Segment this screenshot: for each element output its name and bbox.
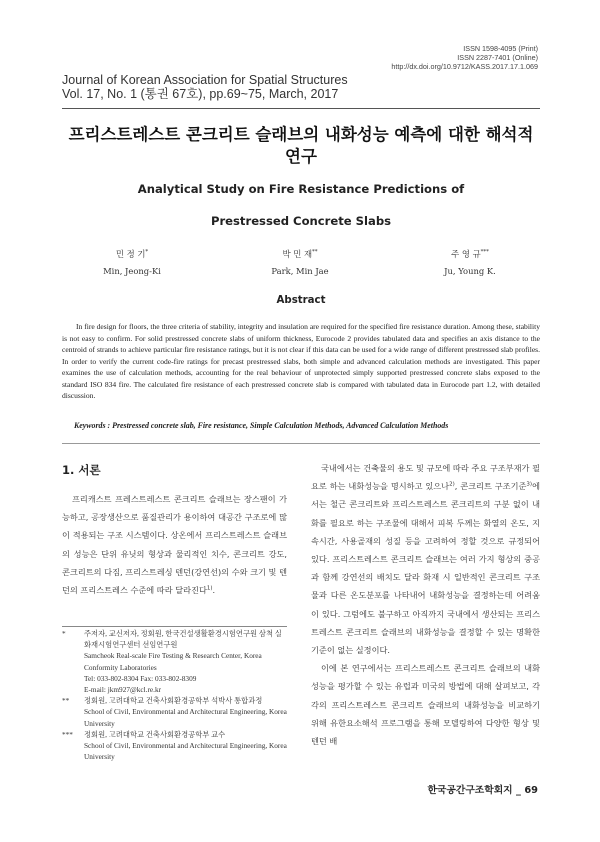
reference-2: 2): [449, 481, 455, 488]
section-1-heading: 1. 서론: [62, 463, 101, 477]
footnote-line: Samcheok Real-scale Fire Testing & Research Center, Korea Conformity Laboratories: [84, 651, 262, 672]
intro-paragraph-3: 이에 본 연구에서는 프리스트레스트 콘크리트 슬래브의 내화성능을 평가할 수 있는 유럽과 미국의 방법에 대해 살펴보고, 각각의 프리스트레스트 콘크리트 슬래브의 내화성능을 비교하기 위해 유한요소해석 프로그램을 통해 모델링하여 다양한 형상 및 텐던 배: [311, 663, 540, 747]
keywords: Keywords : Prestressed concrete slab, Fire resistance, Simple Calculation Methods, Advanced Calculation Methods: [74, 421, 449, 430]
right-column: [311, 459, 540, 750]
intro-paragraph-1: 프리캐스트 프레스트레스트 콘크리트 슬래브는 장스팬이 가능하고, 공장생산으로 품질관리가 용이하여 대공간 구조로에 많이 적용되는 구조 시스템이다. 상온에서 프리스트레스트 슬래브의 성능은 단위 유닛의 형상과 물리적인 치수, 콘크리트 강도, 콘크리트의 다짐, 프리스트레싱 텐던(강연선)의 수와 크기 및 텐던의 프리스트레스 수준에 따라 달라진다: [62, 494, 287, 596]
author-3-korean: 주 영 규: [451, 249, 481, 259]
footnote-3: [62, 729, 287, 763]
footnotes: [62, 628, 287, 762]
doi-link[interactable]: http://dx.doi.org/10.9712/KASS.2017.17.1.069: [391, 62, 538, 71]
korean-title: 프리스트레스트 콘크리트 슬래브의 내화성능 예측에 대한 해석적 연구: [68, 125, 534, 166]
author-1-english: Min, Jeong-Ki: [103, 266, 161, 276]
footnote-line: School of Civil, Environmental and Architectural Engineering, Korea University: [84, 707, 287, 728]
issn-print: ISSN 1598-4095 (Print): [463, 44, 538, 53]
footnote-mark: ***: [62, 729, 73, 739]
abstract-body: In fire design for floors, the three criteria of stability, integrity and insulation are required for the specified fire resistance duration. Among these, stability is not easy to confirm. For solid prestressed concrete slabs of uniform thickness, Eurocode 2 provides tabulated data and specifies an axis distance to the centroid of strands to achieve particular fire resistance ratings, but it is not clear if this data can be used for a wide range of different prestressed slab profiles. In order to verify the current code-fire ratings for precast prestressed slabs, both simple and advanced calculation methods are investigated. This paper examines the use of calculation methods, accounting for the real behaviour of unprotected simply supported prestressed concrete slabs exposed to the standard ISO 834 fire. The calculated fire resistance of each prestressed concrete slab is compared with tabulated data in Eurocode part 1.2, with detailed discussion.: [62, 322, 540, 401]
author-3: [390, 246, 550, 280]
author-3-mark: ***: [480, 249, 489, 256]
journal-issue: Vol. 17, No. 1 (통권 67호), pp.69~75, March, 2017: [62, 87, 339, 101]
footnote-email: E-mail: jkm927@kcl.re.kr: [84, 685, 162, 695]
author-2: [220, 246, 380, 280]
abstract-divider: [62, 443, 540, 444]
footnote-1: [62, 628, 287, 695]
intro-paragraph-2: 국내에서는 건축물의 용도 및 규모에 따라 주요 구조부재가 필요로 하는 내화성능을 명시하고 있으나$^{2)}$, 콘크리트 구조기준$^{3)}$에서는 철근 콘크리트와 프리스트레스트 콘크리트의 구분 없이 내화를 필요로 하는 구조물에 대해서 피복 두께는 화열의 온도, 지속시간, 사용골재의 성질 등을 고려하여 정할 것으로 규정되어 있다. 프리스트레스트 콘크리트 슬래브는 여러 가지 형상의 중공과 함께 강연선의 배치도 달라 화재 시 일반적인 콘크리트 구조물과 다른 온도분포를 나타내어 내화성능을 결정하는데 어려움이 있다. 그럼에도 불구하고 아직까지 국내에서 생산되는 프리스트레스트 콘크리트 슬래브의 내화성능을 결정할 수 있는 명확한 기준이 없는 실정이다.: [311, 463, 540, 656]
abstract-heading: Abstract: [276, 295, 326, 306]
author-1: [52, 246, 212, 280]
header-divider: [62, 108, 540, 109]
author-2-korean: 박 민 재: [282, 249, 313, 259]
author-2-english: Park, Min Jae: [271, 266, 329, 276]
author-3-english: Ju, Young K.: [444, 266, 496, 276]
footnote-line: Tel: 033-802-8304 Fax: 033-802-8309: [84, 673, 197, 683]
footnote-divider: [62, 626, 287, 627]
page-footer: 한국공간구조학회지 _ 69: [427, 785, 538, 796]
english-title-line2: Prestressed Concrete Slabs: [210, 214, 392, 228]
footnote-line: 정회원, 고려대학교 건축사회환경공학부 교수: [84, 729, 226, 739]
footnote-mark: **: [62, 696, 70, 706]
author-1-korean: 민 정 기: [115, 249, 146, 259]
footnote-line: School of Civil, Environmental and Architectural Engineering, Korea University: [84, 741, 287, 762]
journal-header: [62, 73, 348, 101]
english-title-line1: Analytical Study on Fire Resistance Predictions of: [137, 182, 465, 196]
author-1-mark: *: [145, 249, 149, 256]
footnote-2: [62, 695, 287, 729]
reference-3: 3): [526, 481, 533, 488]
issn-online: ISSN 2287-7401 (Online): [457, 53, 538, 62]
author-2-mark: **: [312, 249, 318, 256]
footnote-mark: *: [62, 629, 66, 638]
left-column-paragraph: 프리캐스트 프레스트레스트 콘크리트 슬래브는 장스팬이 가능하고, 공장생산으로 품질관리가 용이하여 대공간 구조로에 많이 적용되는 구조 시스템이다. 상온에서 프리스트레스트 슬래브의 성능은 단위 유닛의 형상과 물리적인 치수, 콘크리트 강도, 콘크리트의 다짐, 프리스트레싱 텐던(강연선)의 수와 크기 및 텐던의 프리스트레스 수준에 따라 달라진다$^{1)}$.: [62, 494, 287, 596]
issn-block: [391, 44, 538, 71]
footnote-line: 정회원, 고려대학교 건축사회환경공학부 석박사 통합과정: [84, 696, 263, 706]
footnote-line: 주저자, 교신저자, 정회원, 한국건설생활환경시험연구원 삼척 실화재시험연구센터 선임연구원: [84, 629, 282, 650]
reference-1: 1): [206, 585, 213, 592]
journal-name: Journal of Korean Association for Spatial Structures: [62, 73, 348, 87]
